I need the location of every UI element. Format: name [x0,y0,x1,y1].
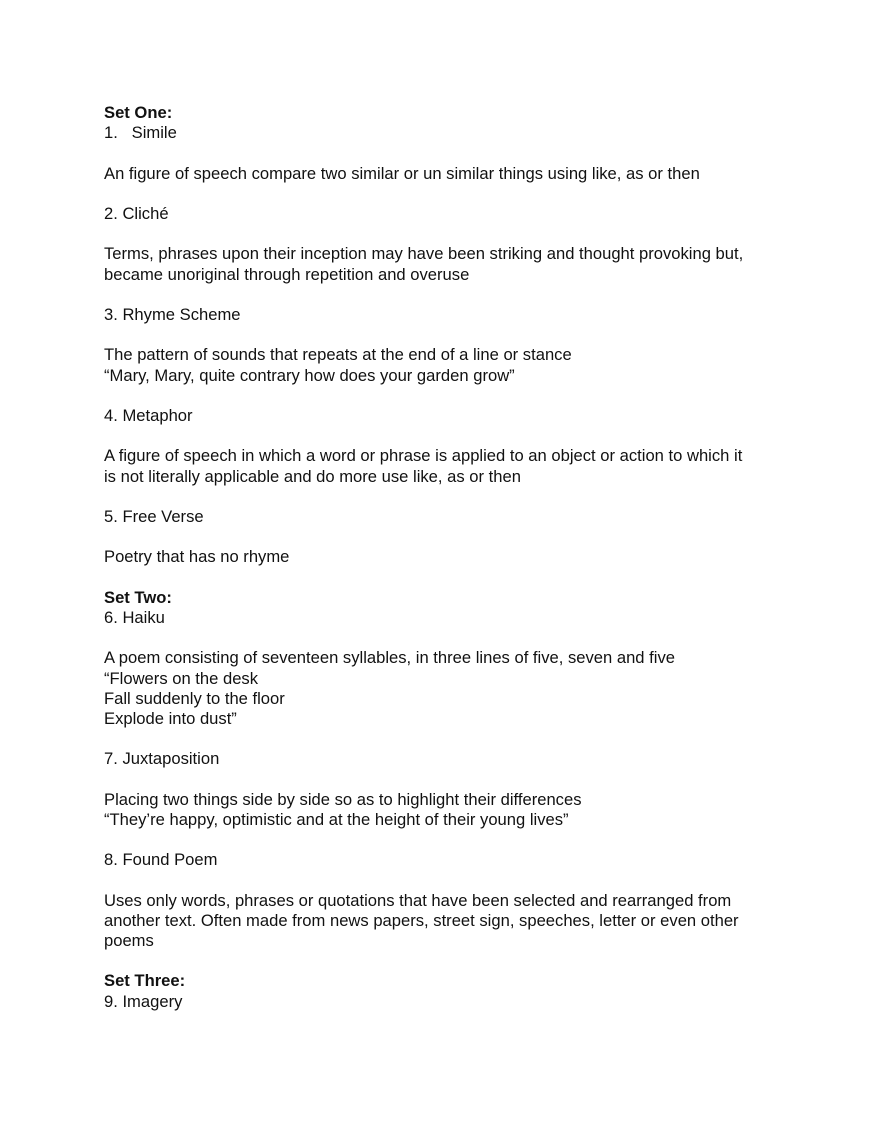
definition-line: An figure of speech compare two similar or un similar things using like, as or then [104,163,700,183]
term-free-verse: 5. Free Verse [104,506,204,526]
definition-line: another text. Often made from news papers, street sign, speeches, letter or even other [104,910,739,930]
definition-line: poems [104,931,154,951]
set-heading: Set One: [104,103,173,122]
term-metaphor: 4. Metaphor [104,405,193,425]
definition-line: The pattern of sounds that repeats at the end of a line or stance [104,345,572,365]
definition-line: A poem consisting of seventeen syllables, in three lines of five, seven and five [104,648,675,668]
term-cliche: 2. Cliché [104,203,169,223]
term-haiku: 6. Haiku [104,607,165,627]
term-rhyme-scheme: 3. Rhyme Scheme [104,304,241,324]
example-line: “They’re happy, optimistic and at the height of their young lives” [104,809,569,829]
term-imagery: 9. Imagery [104,991,183,1011]
example-line: “Mary, Mary, quite contrary how does your garden grow” [104,365,515,385]
definition-line: became unoriginal through repetition and overuse [104,264,470,284]
set-heading: Set Three: [104,971,186,991]
definition-line: Uses only words, phrases or quotations that have been selected and rearranged from [104,890,732,910]
set-heading: Set Two: [104,587,172,607]
term-simile: 1. Simile [104,123,177,143]
definition-line: Poetry that has no rhyme [104,547,290,567]
definition-line: Placing two things side by side so as to highlight their differences [104,789,582,809]
term-juxtaposition: 7. Juxtaposition [104,749,220,769]
document-page [104,103,804,1012]
term-found-poem: 8. Found Poem [104,850,218,870]
definition-line: Terms, phrases upon their inception may have been striking and thought provoking but, [104,244,744,264]
example-line: “Flowers on the desk [104,668,259,688]
definition-line: A figure of speech in which a word or phrase is applied to an object or action to which it [104,446,743,466]
example-line: Fall suddenly to the floor [104,688,285,708]
example-line: Explode into dust” [104,708,237,728]
definition-line: is not literally applicable and do more use like, as or then [104,466,521,486]
